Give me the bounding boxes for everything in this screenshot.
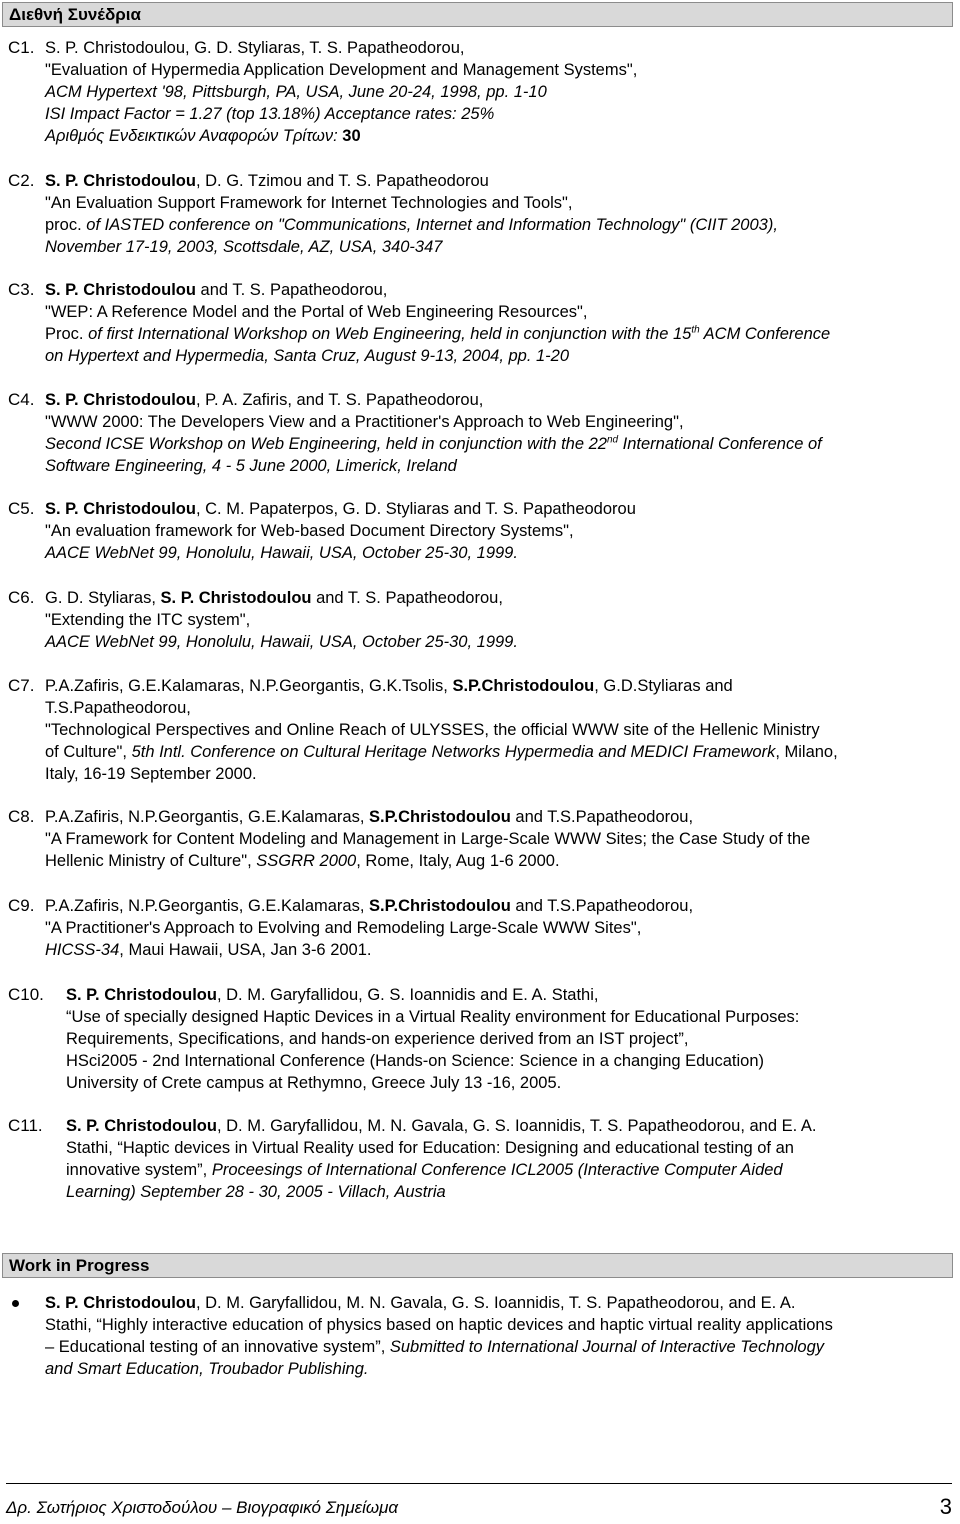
entry-authors: P.A.Zafiris, N.P.Georgantis, G.E.Kalamaras, S.P.Christodoulou and T.S.Papatheodorou,	[45, 897, 694, 915]
entry-authors: G. D. Styliaras, S. P. Christodoulou and T. S. Papatheodorou,	[45, 589, 503, 607]
entry-venue: – Educational testing of an innovative system”, Submitted to International Journal of Interactive Technology	[45, 1338, 825, 1356]
section-heading-international-conferences: Διεθνή Συνέδρια	[2, 2, 953, 27]
entry-citations: Αριθμός Ενδεικτικών Αναφορών Τρίτων: 30	[45, 127, 361, 145]
entry-authors: S. P. Christodoulou, G. D. Styliaras, T. S. Papatheodorou,	[45, 39, 465, 57]
entry-title: "Evaluation of Hypermedia Application Development and Management Systems",	[45, 61, 638, 79]
entry-authors: P.A.Zafiris, G.E.Kalamaras, N.P.Georgantis, G.K.Tsolis, S.P.Christodoulou, G.D.Styliaras and	[45, 677, 733, 695]
entry-venue: proc. of IASTED conference on "Communications, Internet and Information Technology" (CIIT 2003),	[45, 216, 778, 234]
publication-entry-c2	[8, 170, 950, 258]
entry-title-continued: Requirements, Specifications, and hands-on experience derived from an IST project”,	[66, 1030, 689, 1048]
entry-title: Stathi, “Highly interactive education of physics based on haptic devices and haptic virtual reality applications	[45, 1316, 833, 1334]
entry-venue: HSci2005 - 2nd International Conference (Hands-on Science: Science in a changing Education)	[66, 1052, 765, 1070]
entry-venue: innovative system”, Proceesings of International Conference ICL2005 (Interactive Computer Aided	[66, 1161, 783, 1179]
entry-authors-continued: T.S.Papatheodorou,	[45, 699, 191, 717]
bullet-icon	[12, 1300, 19, 1307]
entry-label: C3.	[8, 280, 35, 299]
entry-label: C2.	[8, 171, 35, 190]
publication-entry-c8	[8, 806, 950, 872]
entry-venue: Hellenic Ministry of Culture", SSGRR 2000, Rome, Italy, Aug 1-6 2000.	[45, 852, 560, 870]
publication-entry-c3	[8, 279, 950, 367]
entry-venue: HICSS-34, Maui Hawaii, USA, Jan 3-6 2001.	[45, 941, 372, 959]
entry-label: C1.	[8, 38, 35, 57]
entry-title: "WWW 2000: The Developers View and a Practitioner's Approach to Web Engineering",	[45, 413, 684, 431]
entry-venue-details: Italy, 16-19 September 2000.	[45, 765, 257, 783]
work-in-progress-item	[8, 1292, 950, 1380]
entry-title: "WEP: A Reference Model and the Portal of Web Engineering Resources",	[45, 303, 588, 321]
entry-label: C5.	[8, 499, 35, 518]
entry-authors: S. P. Christodoulou, D. M. Garyfallidou, M. N. Gavala, G. S. Ioannidis, T. S. Papatheodorou, and E. A.	[45, 1294, 796, 1312]
entry-impact: ISI Impact Factor = 1.27 (top 13.18%) Acceptance rates: 25%	[45, 105, 495, 123]
publication-entry-c4	[8, 389, 950, 477]
entry-title: "A Framework for Content Modeling and Management in Large-Scale WWW Sites; the Case Study of the	[45, 830, 811, 848]
footer-text: Δρ. Σωτήριος Χριστοδούλου – Βιογραφικό Σημείωμα	[6, 1498, 399, 1517]
section-heading-work-in-progress: Work in Progress	[2, 1253, 953, 1278]
entry-venue: Second ICSE Workshop on Web Engineering, held in conjunction with the 22nd International Conference of	[45, 434, 822, 453]
entry-authors: P.A.Zafiris, N.P.Georgantis, G.E.Kalamaras, S.P.Christodoulou and T.S.Papatheodorou,	[45, 808, 694, 826]
entry-label: C8.	[8, 807, 35, 826]
entry-authors: S. P. Christodoulou, P. A. Zafiris, and T. S. Papatheodorou,	[45, 391, 484, 409]
entry-venue-details: Software Engineering, 4 - 5 June 2000, Limerick, Ireland	[45, 457, 457, 475]
entry-title: “Use of specially designed Haptic Devices in a Virtual Reality environment for Educational Purposes:	[66, 1008, 800, 1026]
publication-entry-c9	[8, 895, 950, 961]
entry-venue-details: and Smart Education, Troubador Publishing.	[45, 1360, 369, 1378]
entry-venue-details: November 17-19, 2003, Scottsdale, AZ, USA, 340-347	[45, 238, 443, 256]
entry-label: C9.	[8, 896, 35, 915]
entry-authors: S. P. Christodoulou, C. M. Papaterpos, G. D. Styliaras and T. S. Papatheodorou	[45, 500, 636, 518]
entry-label: C11.	[8, 1116, 43, 1135]
page-footer	[6, 1483, 952, 1524]
entry-venue-details: on Hypertext and Hypermedia, Santa Cruz, August 9-13, 2004, pp. 1-20	[45, 347, 570, 365]
entry-venue-details: Learning) September 28 - 30, 2005 - Villach, Austria	[66, 1183, 446, 1201]
entry-label: C4.	[8, 390, 35, 409]
entry-venue: Proc. of first International Workshop on Web Engineering, held in conjunction with the 15th ACM Conference	[45, 324, 831, 343]
entry-title: Stathi, “Haptic devices in Virtual Reality used for Education: Designing and educational testing of an	[66, 1139, 794, 1157]
entry-title: "An Evaluation Support Framework for Internet Technologies and Tools",	[45, 194, 573, 212]
entry-authors: S. P. Christodoulou, D. M. Garyfallidou, M. N. Gavala, G. S. Ioannidis, T. S. Papatheodorou, and E. A.	[66, 1117, 817, 1135]
entry-title: "Extending the ITC system",	[45, 611, 251, 629]
entry-title: "A Practitioner's Approach to Evolving and Remodeling Large-Scale WWW Sites",	[45, 919, 642, 937]
publication-entry-c10	[8, 984, 950, 1094]
publication-entry-c7	[8, 675, 950, 785]
entry-authors: S. P. Christodoulou, D. M. Garyfallidou, G. S. Ioannidis and E. A. Stathi,	[66, 986, 599, 1004]
entry-label: C6.	[8, 588, 35, 607]
entry-venue: AACE WebNet 99, Honolulu, Hawaii, USA, October 25-30, 1999.	[45, 633, 518, 651]
entry-authors: S. P. Christodoulou, D. G. Tzimou and T. S. Papatheodorou	[45, 172, 489, 190]
entry-title: "An evaluation framework for Web-based Document Directory Systems",	[45, 522, 574, 540]
entry-venue-details: University of Crete campus at Rethymno, Greece July 13 -16, 2005.	[66, 1074, 562, 1092]
entry-title: "Technological Perspectives and Online Reach of ULYSSES, the official WWW site of the Hellenic Ministry	[45, 721, 820, 739]
entry-label: C10.	[8, 985, 44, 1004]
entry-authors: S. P. Christodoulou and T. S. Papatheodorou,	[45, 281, 388, 299]
publication-entry-c6	[8, 587, 950, 653]
entry-venue: ACM Hypertext '98, Pittsburgh, PA, USA, June 20-24, 1998, pp. 1-10	[45, 83, 547, 101]
page-number: 3	[939, 1494, 952, 1519]
publication-entry-c1	[8, 37, 950, 147]
entry-label: C7.	[8, 676, 35, 695]
publication-entry-c5	[8, 498, 950, 564]
entry-venue: of Culture", 5th Intl. Conference on Cultural Heritage Networks Hypermedia and MEDICI Framework, Milano,	[45, 743, 838, 761]
publication-entry-c11	[8, 1115, 950, 1203]
entry-venue: AACE WebNet 99, Honolulu, Hawaii, USA, October 25-30, 1999.	[45, 544, 518, 562]
